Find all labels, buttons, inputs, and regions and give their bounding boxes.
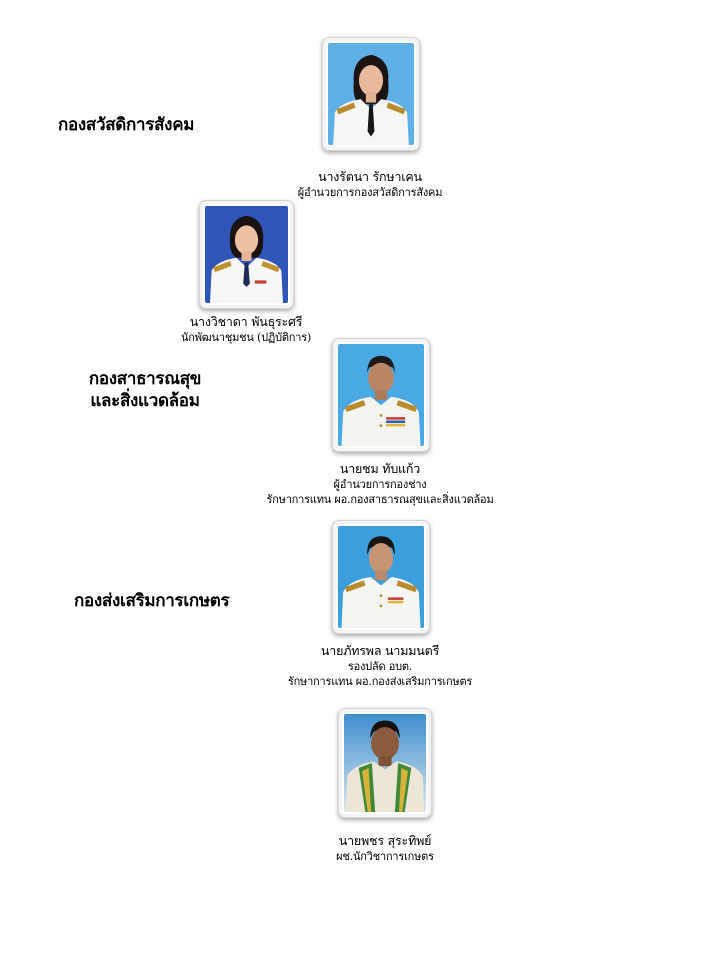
portrait-frame [332, 338, 430, 452]
person-name: นายพชร สุระทิพย์ [338, 833, 432, 848]
division-heading-public-health-line2: และสิ่งแวดล้อม [90, 391, 200, 411]
portrait-frame [332, 520, 430, 634]
official-portrait-woman-icon [328, 43, 414, 145]
official-portrait-man-icon [338, 526, 424, 628]
person-position: รองปลัด อบต. [347, 660, 413, 673]
portrait-frame [322, 37, 420, 151]
person-name: นางรัตนา รักษาเคน [318, 169, 422, 184]
portrait-frame [338, 708, 432, 818]
person-position: ผู้อำนวยการกองช่าง [333, 478, 427, 491]
person-name: นายชม ทับแก้ว [339, 461, 421, 476]
person-acting-position: รักษาการแทน ผอ.กองสาธารณสุขและสิ่งแวดล้อม [266, 493, 494, 506]
person-caption [285, 832, 485, 864]
division-heading-public-health [70, 368, 220, 412]
person-caption [146, 313, 346, 345]
official-portrait-woman-icon [205, 206, 288, 303]
portrait-frame [199, 200, 294, 309]
person-position: ผช.นักวิชาการเกษตร [336, 850, 434, 863]
division-heading-public-health-line1: กองสาธารณสุข [88, 369, 202, 389]
person-caption [235, 642, 525, 689]
official-portrait-man-sash-icon [344, 714, 426, 812]
person-name: นายภัทรพล นามมนตรี [320, 643, 440, 658]
person-position: ผู้อำนวยการกองสวัสดิการสังคม [297, 186, 443, 199]
person-name: นางวิชาดา พันธุระศรี [189, 314, 303, 329]
person-caption [270, 168, 470, 200]
person-acting-position: รักษาการแทน ผอ.กองส่งเสริมการเกษตร [287, 675, 473, 688]
division-heading-social-welfare: กองสวัสดิการสังคม [58, 115, 195, 135]
person-position: นักพัฒนาชุมชน (ปฏิบัติการ) [180, 331, 312, 344]
division-heading-agriculture: กองส่งเสริมการเกษตร [74, 591, 230, 611]
person-caption [235, 460, 525, 507]
official-portrait-man-icon [338, 344, 424, 446]
